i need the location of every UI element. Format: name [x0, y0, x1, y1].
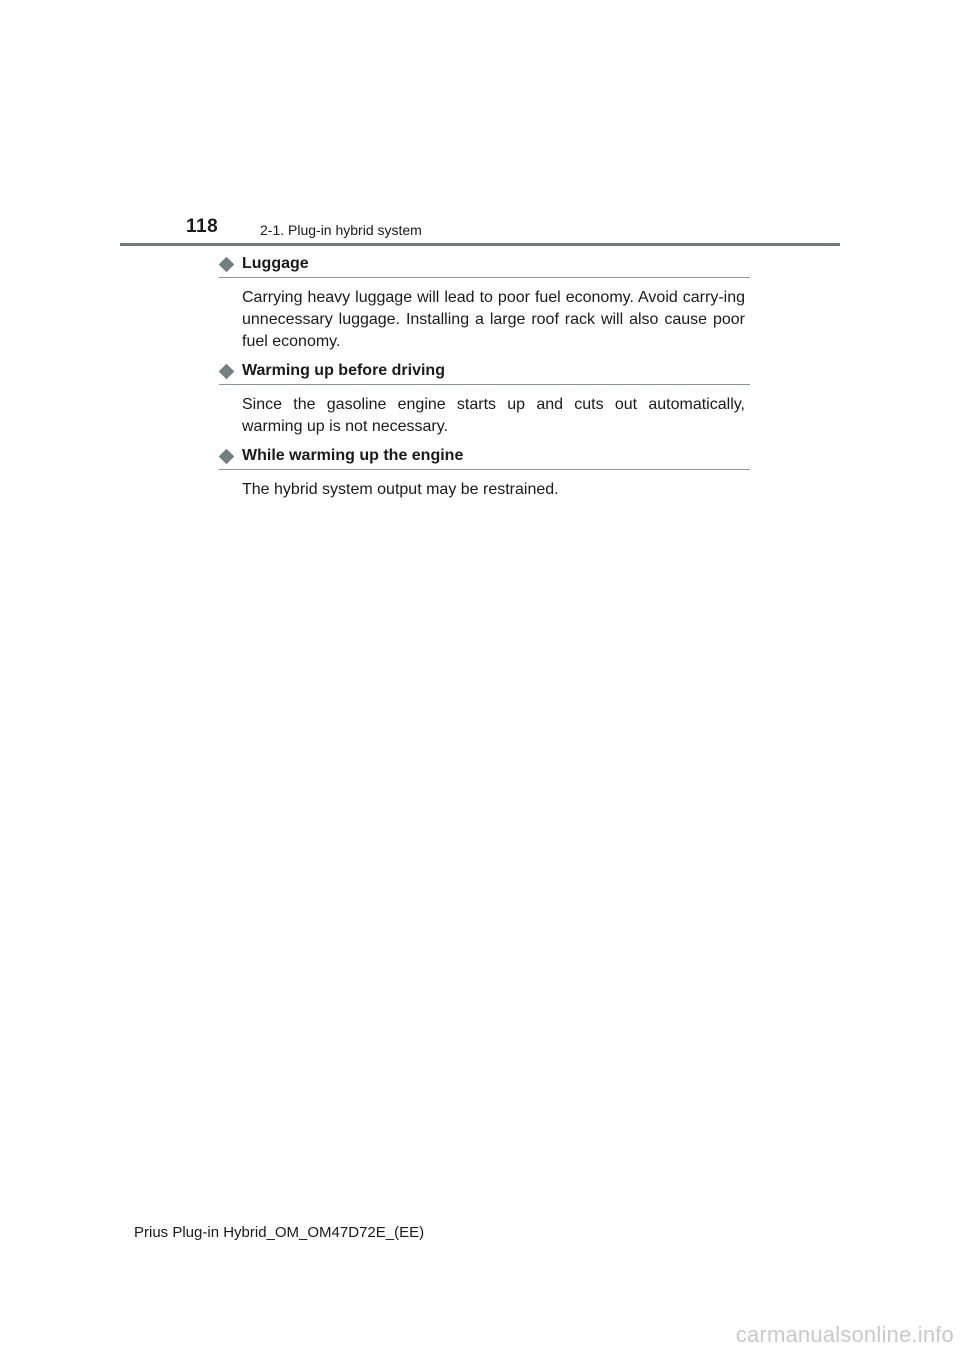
header-rule — [120, 243, 840, 246]
subsection-warming-up — [219, 361, 750, 438]
subsection-heading-text: While warming up the engine — [242, 447, 464, 464]
subsection-luggage — [219, 254, 750, 353]
watermark: carmanualsonline.info — [735, 1322, 954, 1347]
subsection-heading-text: Luggage — [242, 255, 309, 272]
diamond-icon — [219, 257, 235, 273]
subsection-body: Carrying heavy luggage will lead to poor fuel economy. Avoid carry-ing unnecessary luggage. Installing a large roof rack will also cause poor fuel economy. — [242, 289, 745, 350]
subsection-heading — [219, 254, 750, 278]
diamond-icon — [219, 449, 235, 465]
footer-doc-id: Prius Plug-in Hybrid_OM_OM47D72E_(EE) — [134, 1224, 425, 1241]
subsection-body: The hybrid system output may be restrained. — [242, 481, 559, 498]
subsection-heading — [219, 361, 750, 385]
diamond-icon — [219, 364, 235, 380]
subsection-while-warming — [219, 446, 750, 501]
subsection-heading — [219, 446, 750, 470]
subsection-body: Since the gasoline engine starts up and cuts out automatically, warming up is not necessary. — [242, 396, 745, 435]
section-title: 2-1. Plug-in hybrid system — [260, 222, 422, 238]
page-number: 118 — [186, 216, 219, 237]
subsection-heading-text: Warming up before driving — [242, 362, 445, 379]
